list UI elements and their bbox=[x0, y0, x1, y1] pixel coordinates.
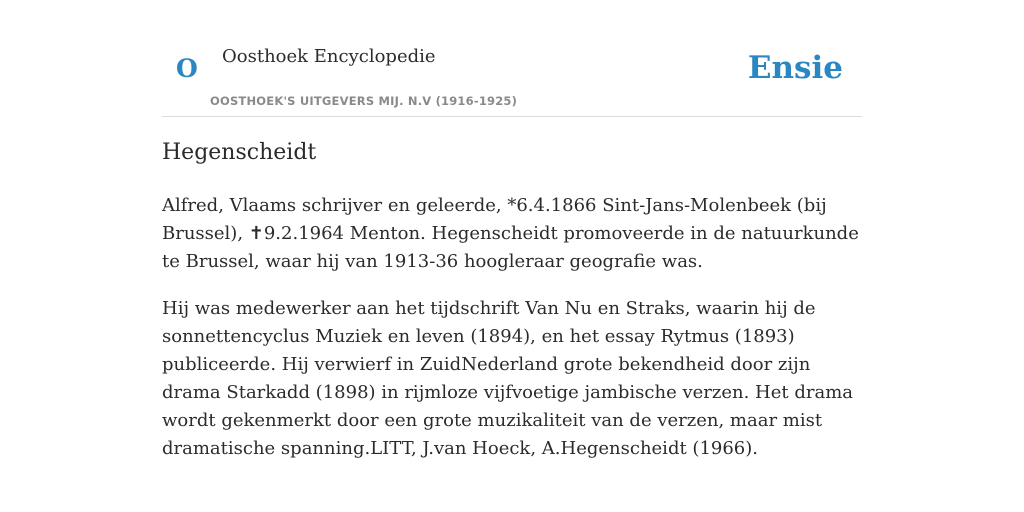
article-body bbox=[162, 192, 862, 482]
article-paragraph: Hij was medewerker aan het tijdschrift Van Nu en Straks, waarin hij de sonnettencyclus Muziek en leven (1894), en het essay Rytmus (1893) publiceerde. Hij verwierf in ZuidNederland grote bekendheid door zijn drama Starkadd (1898) in rijmloze vijfvoetige jambische verzen. Het drama wordt gekenmerkt door een grote muzikaliteit van de verzen, maar mist dramatische spanning.LITT, J.van Hoeck, A.Hegenscheidt (1966). bbox=[162, 298, 854, 459]
logo-icon[interactable]: O bbox=[176, 54, 198, 83]
brand-logo[interactable]: Ensie bbox=[747, 50, 843, 86]
article-heading: Hegenscheidt bbox=[162, 140, 317, 165]
publisher-subtitle: OOSTHOEK'S UITGEVERS MIJ. N.V (1916-1925) bbox=[210, 94, 518, 108]
encyclopedia-title[interactable]: Oosthoek Encyclopedie bbox=[222, 46, 436, 67]
site-header bbox=[162, 0, 862, 117]
article-paragraph: Alfred, Vlaams schrijver en geleerde, *6.4.1866 Sint-Jans-Molenbeek (bij Brussel), ✝9.2.1964 Menton. Hegenscheidt promoveerde in de natuurkunde te Brussel, waar hij van 1913-36 hoogleraar geografie was. bbox=[162, 195, 859, 272]
